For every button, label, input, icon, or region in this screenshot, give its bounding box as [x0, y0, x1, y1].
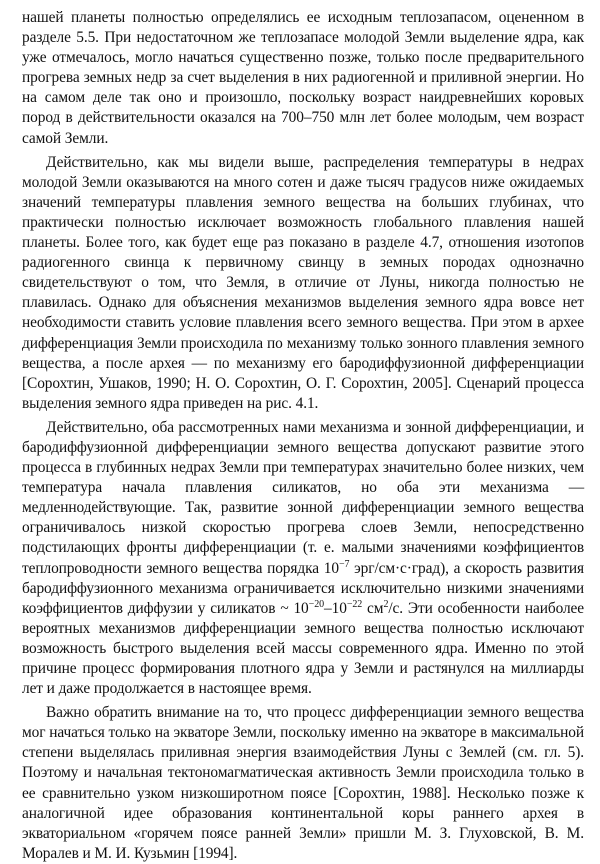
exponent-diffusion-low: −20: [308, 598, 325, 610]
paragraph-3-text: Действительно, оба рассмотренных нами механизма и зонной дифференциации, и бародиффузионной дифференциации земного вещества допускают развитие этого процесса в глубинных недрах Земли при температурах значительно более низких, чем температура начала плавления силикатов, но оба эти механизма — медленнодействующие. Так, развитие зонной дифференциации земного вещества ограничивалось низкой скоростью прогрева слоев Земли, непосредственно подстилающих фронты дифференциации (т. е. малыми значениями коэффициентов теплопроводности земного вещества порядка 10: [22, 418, 584, 577]
paragraph-3-text: –10: [324, 599, 347, 617]
paragraph-4: Важно обратить внимание на то, что процесс дифференциации земного вещества мог начаться только на экваторе Земли, поскольку именно на экваторе в максимальной степени выделялась приливная энергия взаимодействия Луны с Землей (см. гл. 5). Поэтому и начальная тектономагматическая активность Земли происходила только в ее сравнительно узком низкоширотном поясе [Сорохтин, 1988]. Несколько позже к аналогичной идее образования континентальной коры раннего архея в экваториальном «горячем поясе ранней Земли» пришли М. З. Глуховской, В. М. Моралев и М. И. Кузьмин [1994].: [22, 704, 584, 862]
paragraph-3-text: эрг/см·с·град), а скорость развития бародиффузионного механизма ограничивается исключительно низкими значениями коэффициентов диффузии у силикатов ~ 10: [22, 559, 585, 617]
exponent-conductivity: −7: [338, 558, 350, 570]
paragraph-3: [22, 418, 584, 699]
exponent-area-unit: 2: [383, 598, 389, 610]
exponent-diffusion-high: −22: [346, 598, 363, 610]
paragraph-2: Действительно, как мы видели выше, распределения температуры в недрах молодой Земли оказываются на много сотен и даже тысяч градусов ниже ожидаемых значений температуры плавления земного вещества на больших глубинах, что практически полностью исключает возможность глобального плавления нашей планеты. Более того, как будет еще раз показано в разделе 4.7, отношения изотопов радиогенного свинца к первичному свинцу в земных породах однозначно свидетельствуют о том, что Земля, в отличие от Луны, никогда полностью не плавилась. Однако для объяснения механизмов выделения земного ядра вовсе нет необходимости ставить условие плавления всего земного вещества. При этом в архее дифференциация Земли происходила по механизму только зонного плавления земного вещества, а после архея — по механизму его бародиффузионной дифференциации [Сорохтин, Ушаков, 1990; Н. О. Сорохтин, О. Г. Сорохтин, 2005]. Сценарий процесса выделения земного ядра приведен на рис. 4.1.: [22, 153, 584, 412]
paragraph-1: нашей планеты полностью определялись ее исходным теплозапасом, оцененном в разделе 5.5. При недостаточном же теплозапасе молодой Земли выделение ядра, как уже отмечалось, могло начаться существенно позже, только после предварительного прогрева земных недр за счет выделения в них радиогенной и приливной энергии. Но на самом деле так оно и произошло, поскольку возраст наидревнейших коровых пород в действительности оказался на 700–750 млн лет более молодым, чем возраст самой Земли.: [22, 9, 584, 147]
document-page: [22, 8, 584, 864]
paragraph-3-text: см: [362, 599, 384, 617]
paragraph-3-text: /с. Эти особенности наиболее вероятных механизмов дифференциации земного вещества полностью исключают возможность быстрого выделения всей массы современного ядра. Именно по этой причине процесс формирования плотного ядра у Земли и растянулся на миллиарды лет и даже продолжается в настоящее время.: [22, 599, 585, 698]
